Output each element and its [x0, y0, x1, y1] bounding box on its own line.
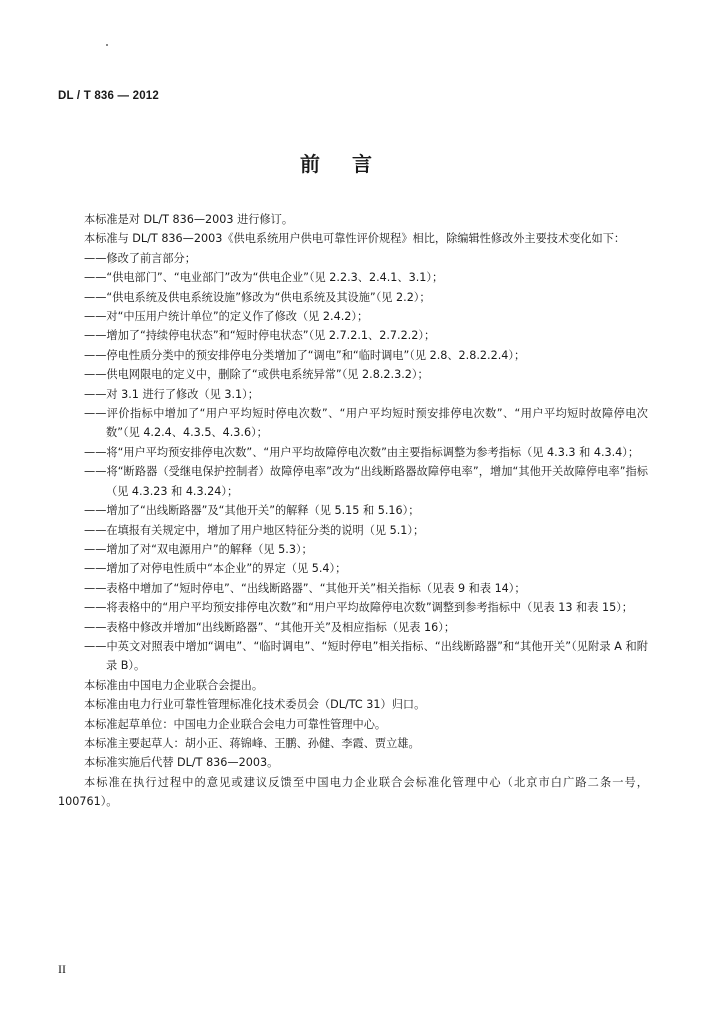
- page-number: II: [58, 962, 66, 976]
- scan-speck: [106, 44, 108, 46]
- change-item: ——评价指标中增加了“用户平均短时停电次数”、“用户平均短时预安排停电次数”、“用户平均短时故障停电次数”（见 4.2.4、4.3.5、4.3.6）；: [84, 407, 648, 440]
- change-item: ——将表格中的“用户平均预安排停电次数”和“用户平均故障停电次数”调整到参考指标中（见表 13 和表 15）；: [84, 601, 633, 615]
- change-item: ——在填报有关规定中，增加了用户地区特征分类的说明（见 5.1）；: [84, 523, 425, 537]
- closing-paragraph: 本标准主要起草人：胡小正、蒋锦峰、王鹏、孙健、李霞、贾立雄。: [84, 736, 420, 750]
- change-item: ——表格中修改并增加“出线断路器”、“其他开关”及相应指标（见表 16）；: [84, 620, 456, 634]
- intro-paragraph: 本标准与 DL/T 836—2003《供电系统用户供电可靠性评价规程》相比，除编辑性修改外主要技术变化如下：: [84, 232, 626, 246]
- page-title: 前言: [300, 152, 404, 176]
- closing-paragraph: 本标准起草单位：中国电力企业联合会电力可靠性管理中心。: [84, 717, 387, 731]
- change-item: ——增加了“持续停电状态”和“短时停电状态”（见 2.7.2.1、2.7.2.2）；: [84, 329, 436, 343]
- change-item: ——“供电部门”、“电业部门”改为“供电企业”（见 2.2.3、2.4.1、3.1）；: [84, 271, 444, 285]
- change-item: ——修改了前言部分；: [84, 251, 196, 265]
- change-item: ——“供电系统及供电系统设施”修改为“供电系统及其设施”（见 2.2）；: [84, 290, 431, 304]
- change-item: ——将“断路器（受继电保护控制者）故障停电率”改为“出线断路器故障停电率”，增加“其他开关故障停电率”指标（见 4.3.23 和 4.3.24）；: [84, 465, 648, 498]
- change-item: ——中英文对照表中增加“调电”、“临时调电”、“短时停电”相关指标、“出线断路器”和“其他开关”（见附录 A 和附录 B）。: [84, 639, 648, 673]
- change-item: ——对“中压用户统计单位”的定义作了修改（见 2.4.2）；: [84, 310, 369, 324]
- change-item: ——表格中增加了“短时停电”、“出线断路器”、“其他开关”相关指标（见表 9 和表 14）；: [84, 581, 526, 595]
- closing-paragraph: 本标准由电力行业可靠性管理标准化技术委员会（DL/TC 31）归口。: [84, 698, 426, 712]
- change-item: ——增加了对停电性质中“本企业”的界定（见 5.4）；: [84, 562, 347, 576]
- intro-paragraph: 本标准是对 DL/T 836—2003 进行修订。: [84, 213, 294, 226]
- change-item: ——将“用户平均预安排停电次数”、“用户平均故障停电次数”由主要指标调整为参考指标（见 4.3.3 和 4.3.4）；: [84, 445, 640, 459]
- document-id-header: DL / T 836 — 2012: [58, 90, 159, 102]
- closing-paragraph: 本标准由中国电力企业联合会提出。: [84, 678, 264, 692]
- change-item: ——停电性质分类中的预安排停电分类增加了“调电”和“临时调电”（见 2.8、2.8.2.2.4）；: [84, 348, 526, 362]
- foreword-body: [58, 210, 648, 812]
- change-item: ——供电网限电的定义中，删除了“或供电系统异常”（见 2.8.2.3.2）；: [84, 368, 429, 382]
- closing-paragraph: 本标准实施后代替 DL/T 836—2003。: [84, 756, 279, 770]
- closing-paragraph: 本标准在执行过程中的意见或建议反馈至中国电力企业联合会标准化管理中心（北京市白广路二条一号，100761）。: [58, 775, 648, 809]
- change-item: ——对 3.1 进行了修改（见 3.1）；: [84, 387, 259, 401]
- change-item: ——增加了对“双电源用户”的解释（见 5.3）；: [84, 542, 313, 556]
- change-item: ——增加了“出线断路器”及“其他开关”的解释（见 5.15 和 5.16）；: [84, 504, 420, 518]
